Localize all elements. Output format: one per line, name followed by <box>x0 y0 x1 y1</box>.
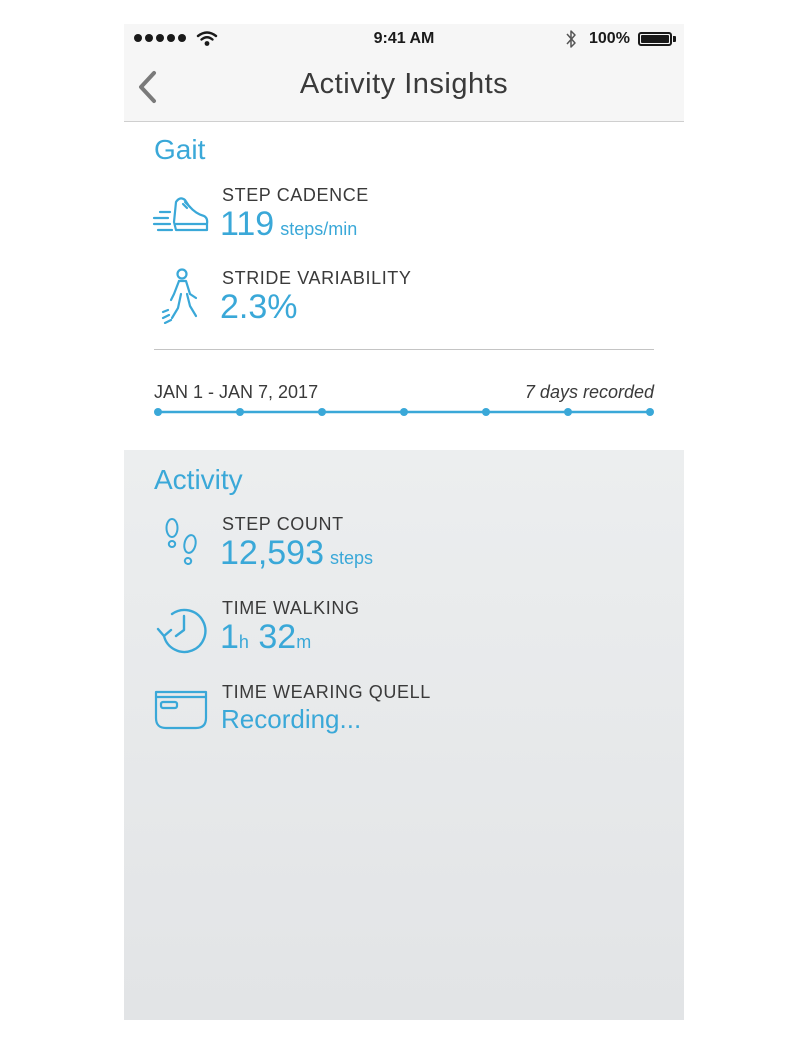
time-walking-hours: 1 <box>220 618 239 656</box>
time-walking-value <box>220 618 311 657</box>
battery-icon <box>638 32 672 46</box>
timeline-day-dot <box>236 408 244 416</box>
status-bar <box>124 24 684 54</box>
time-wearing-value: Recording... <box>221 704 362 734</box>
clock-rewind-icon <box>154 602 210 654</box>
activity-panel <box>124 450 684 1020</box>
time-walking-label: TIME WALKING <box>222 598 360 618</box>
timeline-day-dot <box>400 408 408 416</box>
stride-variability-value: 2.3% <box>220 288 298 326</box>
step-count-unit: steps <box>330 548 374 568</box>
battery-percentage: 100% <box>589 30 630 47</box>
walking-person-icon <box>160 268 204 324</box>
time-walking-hours-unit: h <box>238 632 249 652</box>
timeline-day-dot <box>564 408 572 416</box>
timeline-day-dot <box>154 408 162 416</box>
step-cadence-label: STEP CADENCE <box>222 185 369 205</box>
step-cadence-value <box>220 205 357 244</box>
days-recorded: 7 days recorded <box>524 382 654 402</box>
step-cadence-number: 119 <box>220 205 275 243</box>
bluetooth-icon <box>565 29 577 49</box>
phone-screen <box>124 24 684 1020</box>
time-walking-minutes: 32 <box>258 618 297 656</box>
stride-variability-label: STRIDE VARIABILITY <box>222 268 412 288</box>
gait-section-title: Gait <box>154 134 206 165</box>
timeline-day-dot <box>646 408 654 416</box>
footprints-icon <box>162 516 202 572</box>
timeline-day-dot <box>482 408 490 416</box>
days-timeline <box>124 402 684 422</box>
step-cadence-unit: steps/min <box>280 219 358 239</box>
date-range: JAN 1 - JAN 7, 2017 <box>154 382 319 402</box>
activity-section-title: Activity <box>154 464 243 495</box>
step-count-label: STEP COUNT <box>222 514 344 534</box>
section-divider <box>154 349 654 350</box>
time-walking-minutes-unit: m <box>296 632 312 652</box>
step-count-number: 12,593 <box>220 534 324 572</box>
device-icon <box>154 688 208 730</box>
page-title: Activity Insights <box>299 68 509 100</box>
top-bar <box>124 24 684 122</box>
shoe-icon <box>152 192 210 236</box>
battery-tip <box>673 36 676 42</box>
step-count-value <box>220 534 373 573</box>
timeline-day-dot <box>318 408 326 416</box>
status-time: 9:41 AM <box>373 30 435 47</box>
time-wearing-label: TIME WEARING QUELL <box>222 682 431 702</box>
